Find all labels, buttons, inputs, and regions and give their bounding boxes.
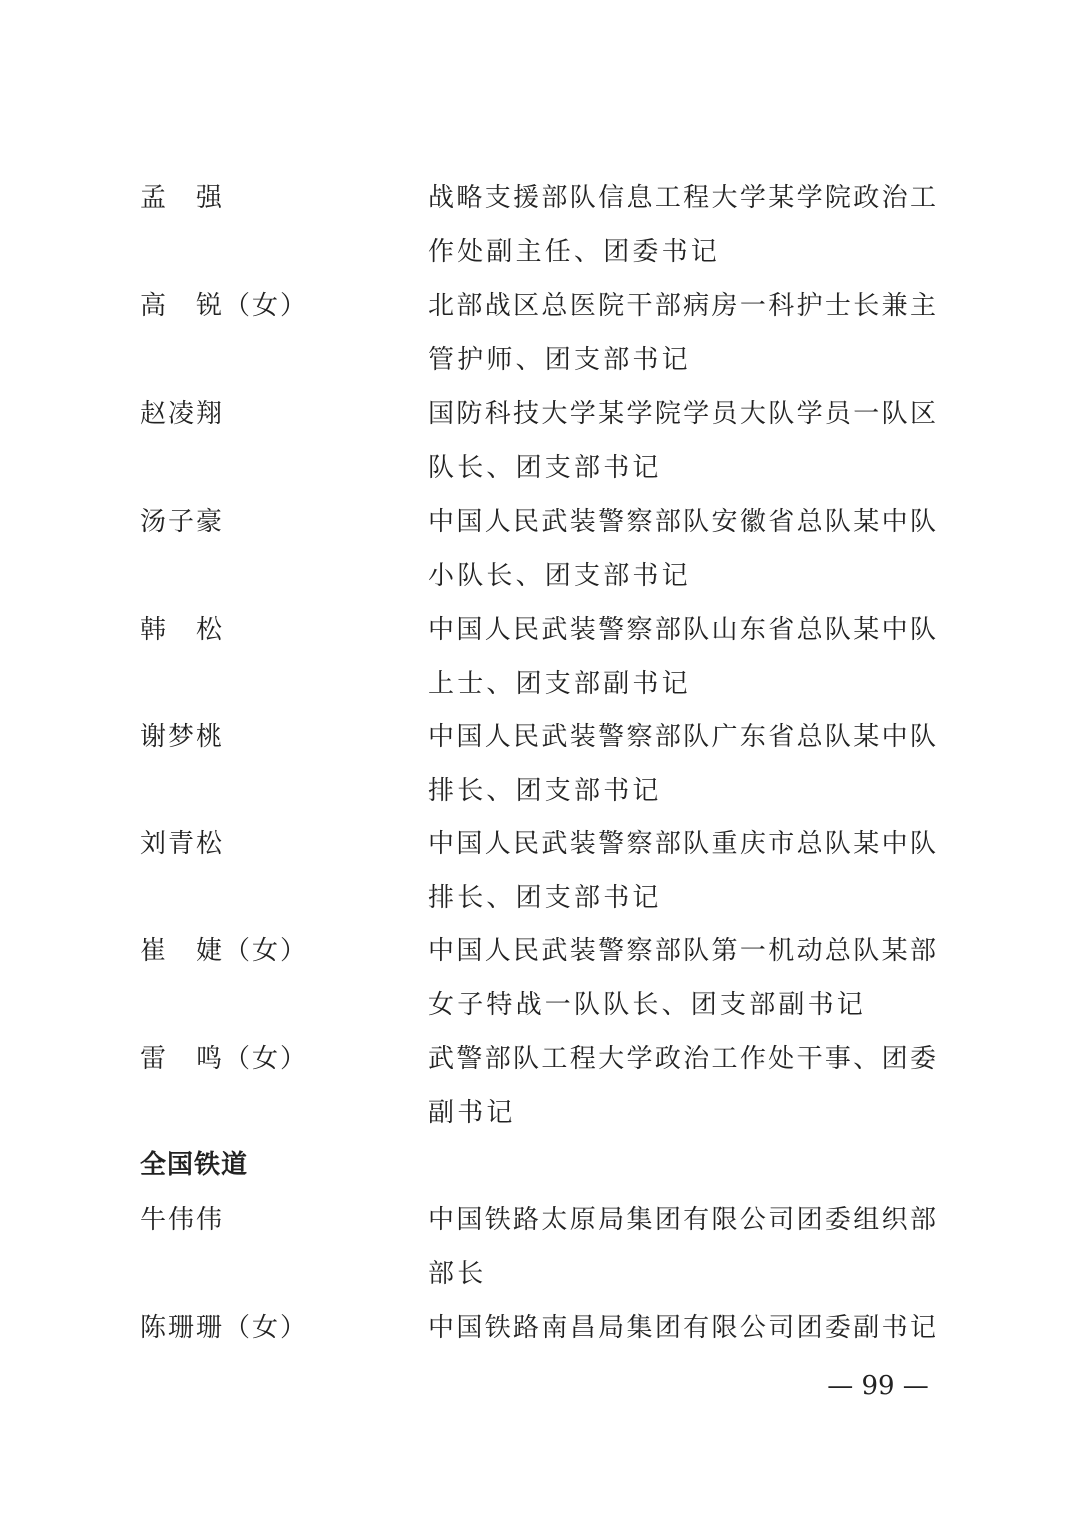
position-line: 队长、团支部书记 — [428, 453, 662, 483]
person-name: 谢梦桃 — [140, 722, 225, 752]
person-position — [428, 290, 936, 398]
person-position — [428, 828, 936, 936]
person-name: 雷 鸣（女） — [140, 1044, 309, 1074]
position-line: 作处副主任、团委书记 — [428, 237, 721, 267]
person-name: 陈珊珊（女） — [140, 1313, 309, 1343]
page-number: — 99 — — [827, 1371, 929, 1401]
person-name: 牛伟伟 — [140, 1205, 225, 1235]
person-position — [428, 1204, 936, 1312]
position-line: 武警部队工程大学政治工作处干事、团委 — [428, 1044, 936, 1074]
person-position — [428, 182, 936, 290]
person-position — [428, 721, 936, 829]
position-line: 副书记 — [428, 1098, 516, 1128]
position-line: 国防科技大学某学院学员大队学员一队区 — [428, 399, 936, 429]
person-position — [428, 1312, 936, 1366]
position-line: 中国铁路南昌局集团有限公司团委副书记 — [428, 1313, 936, 1343]
person-name: 刘青松 — [140, 829, 225, 859]
position-line: 中国人民武装警察部队山东省总队某中队 — [428, 615, 936, 645]
position-line: 战略支援部队信息工程大学某学院政治工 — [428, 183, 936, 213]
position-line: 女子特战一队队长、团支部副书记 — [428, 990, 867, 1020]
position-line: 小队长、团支部书记 — [428, 561, 691, 591]
position-line: 上士、团支部副书记 — [428, 669, 691, 699]
position-line: 管护师、团支部书记 — [428, 345, 691, 375]
position-line: 北部战区总医院干部病房一科护士长兼主 — [428, 291, 936, 321]
person-position — [428, 935, 936, 1043]
position-line: 中国铁路太原局集团有限公司团委组织部 — [428, 1205, 936, 1235]
position-line: 排长、团支部书记 — [428, 883, 662, 913]
person-name: 孟 强 — [140, 183, 225, 213]
section-heading: 全国铁道 — [140, 1150, 249, 1180]
position-line: 部长 — [428, 1259, 487, 1289]
person-name: 崔 婕（女） — [140, 936, 309, 966]
person-position — [428, 614, 936, 722]
position-line: 中国人民武装警察部队广东省总队某中队 — [428, 722, 936, 752]
position-line: 中国人民武装警察部队第一机动总队某部 — [428, 936, 936, 966]
person-name: 韩 松 — [140, 615, 225, 645]
person-name: 高 锐（女） — [140, 291, 309, 321]
person-position — [428, 1043, 936, 1151]
person-position — [428, 506, 936, 614]
person-name: 赵凌翔 — [140, 399, 225, 429]
position-line: 中国人民武装警察部队安徽省总队某中队 — [428, 507, 936, 537]
position-line: 中国人民武装警察部队重庆市总队某中队 — [428, 829, 936, 859]
position-line: 排长、团支部书记 — [428, 776, 662, 806]
person-position — [428, 398, 936, 506]
person-name: 汤子豪 — [140, 507, 225, 537]
